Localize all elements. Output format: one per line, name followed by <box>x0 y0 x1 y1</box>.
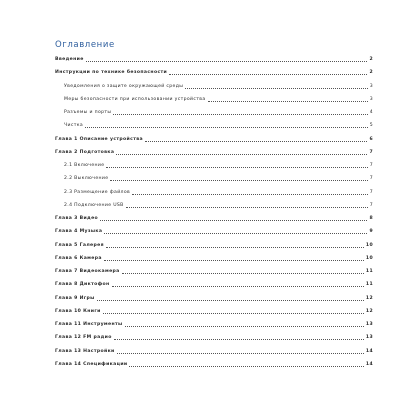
toc-dot-leader <box>106 167 367 168</box>
toc-entry-label: Глава 7 Видеокамера <box>55 269 120 274</box>
toc-dot-leader <box>208 101 368 102</box>
toc-dot-leader <box>169 74 367 75</box>
toc-dot-leader <box>185 88 367 89</box>
toc-dot-leader <box>86 61 368 62</box>
toc-entry-label: Глава 1 Описание устройства <box>55 136 143 142</box>
toc-entry[interactable] <box>55 70 373 76</box>
toc-entry[interactable] <box>55 362 373 368</box>
toc-entry[interactable] <box>55 309 373 315</box>
toc-entry-label: Уведомления о защите окружающей среды <box>64 83 184 89</box>
toc-page-number: 2 <box>369 57 373 62</box>
toc-dot-leader <box>112 286 364 287</box>
toc-dot-leader <box>116 154 367 155</box>
toc-page-number: 12 <box>365 295 373 301</box>
toc-page-number: 10 <box>365 242 373 248</box>
toc-dot-leader <box>125 326 364 327</box>
toc-entry-label: Глава 10 Книги <box>55 308 101 314</box>
toc-dot-leader <box>104 260 364 261</box>
toc-entry-label: Глава 5 Галерея <box>55 242 104 248</box>
toc-entry-label: Введение <box>55 57 84 62</box>
toc-entry-label: Глава 3 Видео <box>55 216 99 221</box>
toc-entry[interactable] <box>64 203 373 209</box>
toc-page-number: 8 <box>369 216 373 221</box>
toc-entry[interactable] <box>55 216 373 222</box>
toc-entry[interactable] <box>55 229 373 235</box>
toc-entry[interactable] <box>64 190 373 196</box>
toc-dot-leader <box>117 353 364 354</box>
toc-page-number: 4 <box>369 110 373 115</box>
toc-page-number: 11 <box>365 282 373 288</box>
toc-dot-leader <box>122 273 364 274</box>
toc-entry[interactable] <box>64 163 373 169</box>
toc-entry-label: Меры безопасности при использовании устройства <box>64 96 206 102</box>
toc-entry[interactable] <box>55 243 373 249</box>
toc-entry-label: Глава 4 Музыка <box>55 229 103 235</box>
toc-entry[interactable] <box>64 84 373 90</box>
toc-page-number: 6 <box>369 136 373 142</box>
toc-entry-label: Глава 2 Подготовка <box>55 149 115 155</box>
toc-entry[interactable] <box>55 322 373 328</box>
toc-entry[interactable] <box>64 123 373 129</box>
toc-dot-leader <box>113 114 367 115</box>
toc-dot-leader <box>106 247 364 248</box>
toc-page-number: 7 <box>369 149 373 155</box>
toc-entry-label: Разъемы и порты <box>64 110 112 115</box>
toc-entry[interactable] <box>64 110 373 116</box>
toc-page-number: 7 <box>369 176 373 182</box>
toc-dot-leader <box>110 180 367 181</box>
toc-entry-label: Глава 6 Камера <box>55 255 102 261</box>
toc-entry-label: Глава 12 FM радио <box>55 335 112 341</box>
toc-entry-label: Глава 14 Спецификации <box>55 361 128 367</box>
toc-dot-leader <box>126 207 368 208</box>
toc-page-number: 14 <box>365 361 373 367</box>
toc-page-number: 5 <box>369 123 373 129</box>
toc-page-number: 3 <box>369 96 373 102</box>
toc-entry-label: 2.2 Выключение <box>64 176 109 182</box>
toc-dot-leader <box>100 220 367 221</box>
toc-entry-label: Глава 9 Игры <box>55 295 95 301</box>
toc-page-number: 14 <box>365 348 373 354</box>
toc-entry[interactable] <box>55 150 373 156</box>
toc-page-number: 2 <box>369 70 373 76</box>
toc-entry-label: Инструкции по технике безопасности <box>55 70 168 76</box>
toc-entry-label: Глава 8 Диктофон <box>55 282 110 288</box>
toc-title: Оглавление <box>55 40 115 50</box>
toc-page-number: 10 <box>365 255 373 261</box>
toc-entry[interactable] <box>55 269 373 275</box>
toc-dot-leader <box>145 141 368 142</box>
toc-entry-label: Чистка <box>64 123 84 129</box>
toc-entry-label: 2.3 Размещение файлов <box>64 189 131 195</box>
toc-page-number: 7 <box>369 202 373 208</box>
toc-dot-leader <box>97 300 364 301</box>
toc-page-number: 12 <box>365 308 373 314</box>
toc-entry-label: Глава 11 Инструменты <box>55 322 123 327</box>
toc-entry[interactable] <box>55 256 373 262</box>
toc-page-number: 13 <box>365 335 373 341</box>
toc-dot-leader <box>104 233 367 234</box>
toc-dot-leader <box>103 313 364 314</box>
toc-entry[interactable] <box>55 296 373 302</box>
toc-dot-leader <box>132 194 368 195</box>
toc-page-number: 7 <box>369 163 373 168</box>
toc-page-number: 9 <box>369 229 373 235</box>
toc-entry-label: Глава 13 Настройки <box>55 348 115 354</box>
toc-dot-leader <box>129 366 363 367</box>
toc-page-number: 3 <box>369 83 373 89</box>
toc-dot-leader <box>114 339 364 340</box>
toc-entry[interactable] <box>55 57 373 63</box>
toc-dot-leader <box>85 127 368 128</box>
toc-entry[interactable] <box>55 282 373 288</box>
toc-entry[interactable] <box>55 335 373 341</box>
toc-page-number: 13 <box>365 322 373 327</box>
toc-entry[interactable] <box>64 97 373 103</box>
toc-entry[interactable] <box>64 176 373 182</box>
toc-entry[interactable] <box>55 137 373 143</box>
toc-entry-label: 2.4 Подключение USB <box>64 202 124 208</box>
toc-page-number: 11 <box>365 269 373 274</box>
toc-entry-label: 2.1 Включение <box>64 163 105 168</box>
toc-entry[interactable] <box>55 349 373 355</box>
toc-page-number: 7 <box>369 189 373 195</box>
